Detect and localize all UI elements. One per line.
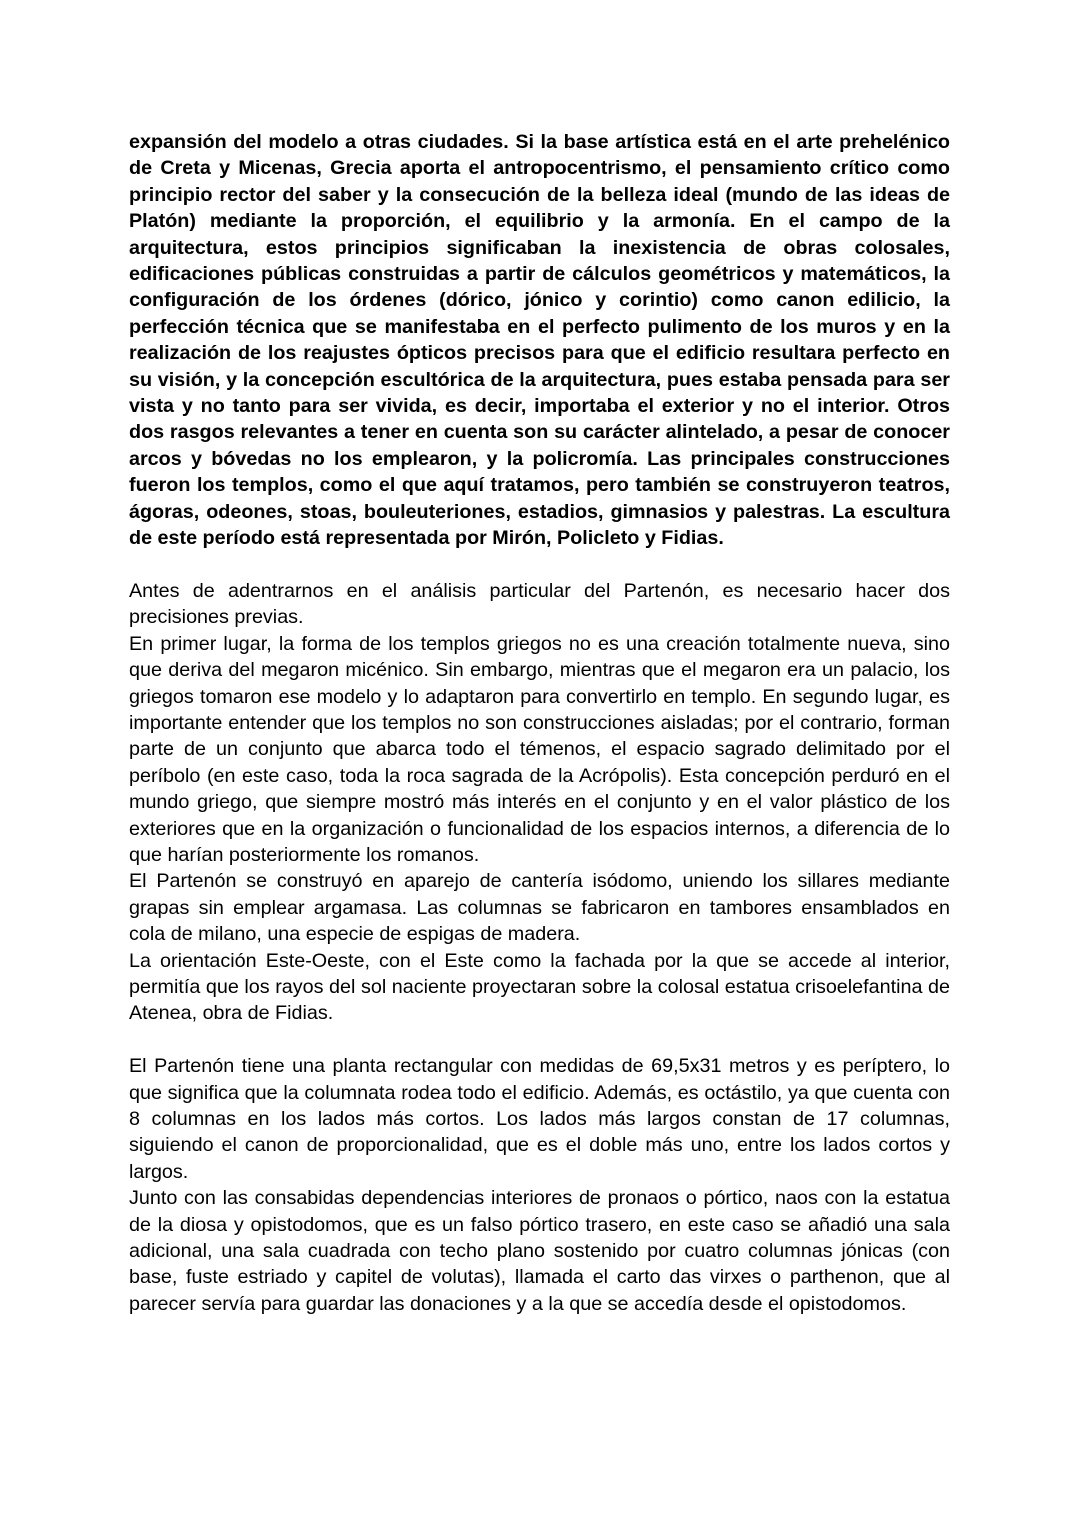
paragraph-aparejo-canteria: El Partenón se construyó en aparejo de cantería isódomo, uniendo los sillares mediante grapas sin emplear argamasa. Las columnas se fabricaron en tambores ensamblados en cola de milano, una especie de espigas de madera. [129, 870, 950, 946]
paragraph-planta-rectangular: El Partenón tiene una planta rectangular con medidas de 69,5x31 metros y es períptero, lo que significa que la columnata rodea todo el edificio. Además, es octástilo, ya que cuenta con 8 columnas en los lados más cortos. Los lados más largos constan de 17 columnas, siguiendo el canon de proporcionalidad, que es el doble más uno, entre los lados cortos y largos. [129, 1055, 950, 1183]
paragraph-dependencias-interiores: Junto con las consabidas dependencias interiores de pronaos o pórtico, naos con la estatua de la diosa y opistodomos, que es un falso pórtico trasero, en este caso se añadió una sala adicional, una sala cuadrada con techo plano sostenido por cuatro columnas jónicas (con base, fuste estriado y capitel de volutas), llamada el carto das virxes o parthenon, que al parecer servía para guardar las donaciones y a la que se accedía desde el opistodomos. [129, 1187, 950, 1315]
text-column [129, 129, 950, 1317]
paragraph-primer-segundo-lugar: En primer lugar, la forma de los templos griegos no es una creación totalmente nueva, sino que deriva del megaron micénico. Sin embargo, mientras que el megaron era un palacio, los griegos tomaron ese modelo y lo adaptaron para convertirlo en templo. En segundo lugar, es importante entender que los templos no son construcciones aisladas; por el contrario, forman parte de un conjunto que abarca todo el témenos, el espacio sagrado delimitado por el períbolo (en este caso, toda la roca sagrada de la Acrópolis). Esta concepción perduró en el mundo griego, que siempre mostró más interés en el conjunto y en el valor plástico de los exteriores que en la organización o funcionalidad de los espacios internos, a diferencia de lo que harían posteriormente los romanos. [129, 632, 950, 866]
blank-line [129, 552, 950, 578]
paragraph-greek-art-overview: expansión del modelo a otras ciudades. Si la base artística está en el arte prehelénico de Creta y Micenas, Grecia aporta el antropocentrismo, el pensamiento crítico como principio rector del saber y la consecución de la belleza ideal (mundo de las ideas de Platón) mediante la proporción, el equilibrio y la armonía. En el campo de la arquitectura, estos principios significaban la inexistencia de obras colosales, edificaciones públicas construidas a partir de cálculos geométricos y matemáticos, la configuración de los órdenes (dórico, jónico y corintio) como canon edilicio, la perfección técnica que se manifestaba en el perfecto pulimento de los muros y en la realización de los reajustes ópticos precisos para que el edificio resultara perfecto en su visión, y la concepción escultórica de la arquitectura, pues estaba pensada para ser vista y no tanto para ser vivida, es decir, importaba el exterior y no el interior. Otros dos rasgos relevantes a tener en cuenta son su carácter alintelado, a pesar de conocer arcos y bóvedas no los emplearon, y la policromía. Las principales construcciones fueron los templos, como el que aquí tratamos, pero también se construyeron teatros, ágoras, odeones, stoas, bouleuteriones, estadios, gimnasios y palestras. La escultura de este período está representada por Mirón, Policleto y Fidias. [129, 131, 950, 550]
paragraph-orientacion-este-oeste: La orientación Este-Oeste, con el Este como la fachada por la que se accede al interior, permitía que los rayos del sol naciente proyectaran sobre la colosal estatua crisoelefantina de Atenea, obra de Fidias. [129, 949, 950, 1025]
paragraph-precisiones-previas: Antes de adentrarnos en el análisis particular del Partenón, es necesario hacer dos precisiones previas. [129, 579, 950, 629]
blank-line [129, 1027, 950, 1053]
